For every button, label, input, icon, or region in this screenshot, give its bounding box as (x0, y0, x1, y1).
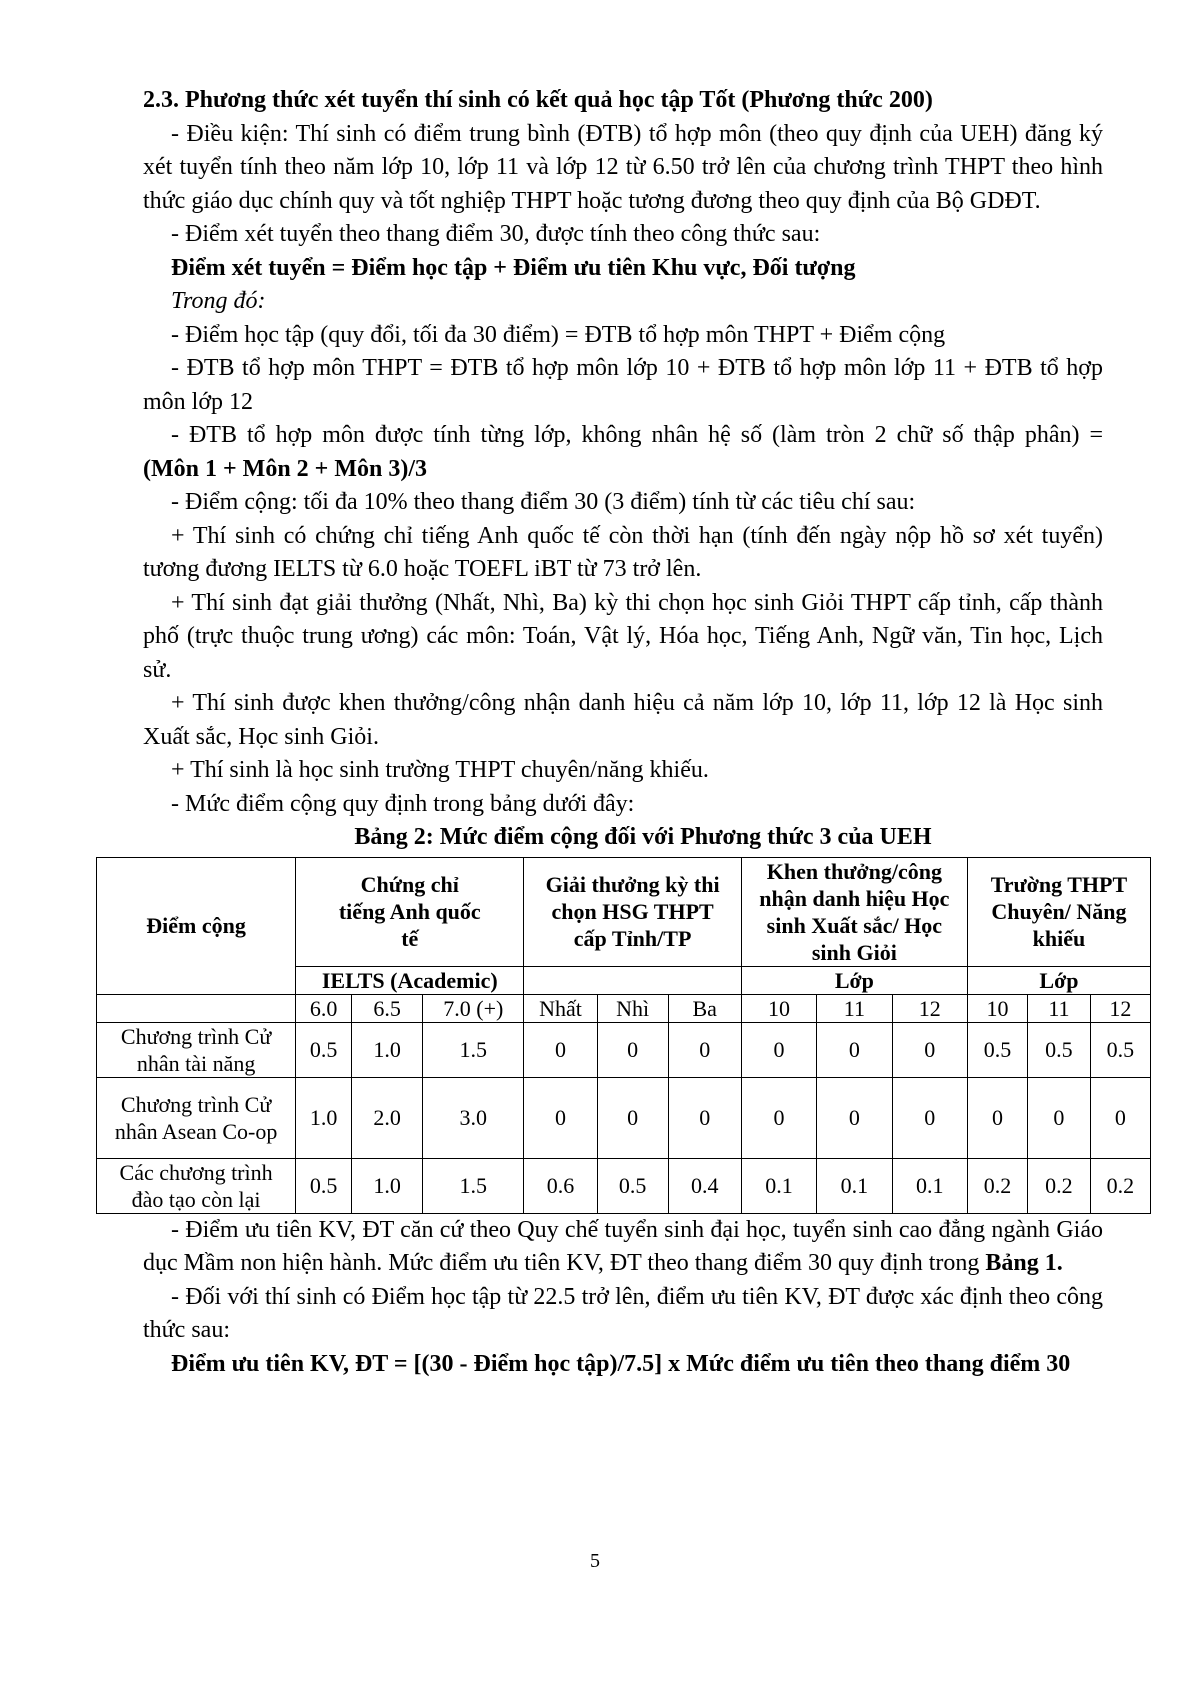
paragraph-gpa-per-year: - ĐTB tổ hợp môn được tính từng lớp, không nhân hệ số (làm tròn 2 chữ số thập phân) = (171, 422, 1103, 448)
paragraph-table-intro: - Mức điểm cộng quy định trong bảng dưới đây: (171, 790, 635, 817)
column-header: 10 (967, 994, 1027, 1022)
column-header: Nhì (597, 994, 668, 1022)
column-header: 7.0 (+) (423, 994, 524, 1022)
table-cell: 0.5 (597, 1158, 668, 1213)
column-header: 6.0 (296, 994, 352, 1022)
header-student-title: Khen thưởng/công nhận danh hiệu Học sinh Xuất sắc/ Học sinh Giỏi (741, 857, 967, 966)
table-row (97, 1022, 1151, 1077)
table-cell: 0 (892, 1077, 967, 1158)
row-label: Các chương trình đào tạo còn lại (97, 1158, 296, 1213)
table-cell: 0 (1028, 1077, 1090, 1158)
column-header: 10 (741, 994, 816, 1022)
header-hsg-award: Giải thưởng kỳ thi chọn HSG THPT cấp Tỉnh/TP (524, 857, 741, 966)
header-english-certificate: Chứng chỉ tiếng Anh quốc tế (296, 857, 524, 966)
table-cell: 0 (817, 1022, 892, 1077)
paragraph-priority-points (143, 1214, 1103, 1281)
table-cell: 0.2 (1028, 1158, 1090, 1213)
criterion-excellent-student-award: + Thí sinh đạt giải thưởng (Nhất, Nhì, Ba) kỳ thi chọn học sinh Giỏi THPT cấp tỉnh, cấp thành phố (trực thuộc trung ương) các môn: Toán, Vật lý, Hóa học, Tiếng Anh, Ngữ văn, Tin học, Lịch sử. (143, 589, 1103, 683)
table-cell: 0 (741, 1077, 816, 1158)
table-cell: 3.0 (423, 1077, 524, 1158)
table-cell: 0.5 (296, 1022, 352, 1077)
table-cell: 1.5 (423, 1022, 524, 1077)
bonus-points-table (96, 857, 1151, 1214)
formula-subject-average: (Môn 1 + Môn 2 + Môn 3)/3 (143, 455, 428, 482)
post-table-section (143, 1214, 1103, 1382)
document-page (114, 84, 1135, 1381)
table-cell: 0 (892, 1022, 967, 1077)
table-cell: 0.1 (741, 1158, 816, 1213)
criterion-specialized-school: + Thí sinh là học sinh trường THPT chuyên/năng khiếu. (171, 757, 709, 783)
table-cell: 2.0 (352, 1077, 423, 1158)
subheader-grade-title: Lớp (741, 966, 967, 994)
paragraph-where: Trong đó: (171, 288, 266, 314)
formula-admission-score: Điểm xét tuyển = Điểm học tập + Điểm ưu tiên Khu vực, Đối tượng (171, 254, 856, 281)
paragraph-gpa-sum: - ĐTB tổ hợp môn THPT = ĐTB tổ hợp môn lớp 10 + ĐTB tổ hợp môn lớp 11 + ĐTB tổ hợp môn lớp 12 (143, 355, 1103, 415)
column-header: Nhất (524, 994, 597, 1022)
table-cell: 0.2 (1090, 1158, 1150, 1213)
paragraph-priority-formula-intro: - Đối với thí sinh có Điểm học tập từ 22.5 trở lên, điểm ưu tiên KV, ĐT được xác định theo công thức sau: (143, 1283, 1103, 1343)
row-label: Chương trình Cử nhân Asean Co-op (97, 1077, 296, 1158)
table-row (97, 1077, 1151, 1158)
table-cell: 0.5 (1028, 1022, 1090, 1077)
table-cell: 0 (741, 1022, 816, 1077)
column-header: 6.5 (352, 994, 423, 1022)
table-cell: 0 (817, 1077, 892, 1158)
table-cell: 0 (524, 1077, 597, 1158)
table-corner-header: Điểm cộng (97, 857, 296, 994)
page-number: 5 (590, 1550, 600, 1572)
formula-priority-points: Điểm ưu tiên KV, ĐT = [(30 - Điểm học tập)/7.5] x Mức điểm ưu tiên theo thang điểm 30 (171, 1350, 1071, 1377)
table-cell: 0 (524, 1022, 597, 1077)
table-cell: 0 (1090, 1077, 1150, 1158)
table-cell: 0.2 (967, 1158, 1027, 1213)
table-cell: 0.1 (892, 1158, 967, 1213)
paragraph-study-score: - Điểm học tập (quy đổi, tối đa 30 điểm) = ĐTB tổ hợp môn THPT + Điểm cộng (171, 321, 946, 348)
table-caption: Bảng 2: Mức điểm cộng đối với Phương thức 3 của UEH (354, 824, 932, 850)
table-cell: 0 (668, 1077, 741, 1158)
table-cell: 1.0 (352, 1158, 423, 1213)
table-row (97, 1158, 1151, 1213)
column-header-empty (97, 994, 296, 1022)
subheader-empty (524, 966, 741, 994)
criterion-english-certificate: + Thí sinh có chứng chỉ tiếng Anh quốc tế còn thời hạn (tính đến ngày nộp hồ sơ xét tuyển) tương đương IELTS từ 6.0 hoặc TOEFL iBT từ 73 trở lên. (143, 522, 1103, 582)
column-header: Ba (668, 994, 741, 1022)
table-cell: 0.1 (817, 1158, 892, 1213)
section-title: 2.3. Phương thức xét tuyển thí sinh có kết quả học tập Tốt (Phương thức 200) (143, 87, 933, 113)
table-cell: 1.0 (352, 1022, 423, 1077)
table-cell: 0 (668, 1022, 741, 1077)
paragraph-bonus-points: - Điểm cộng: tối đa 10% theo thang điểm 30 (3 điểm) tính từ các tiêu chí sau: (171, 489, 916, 515)
table-cell: 0 (597, 1077, 668, 1158)
table-cell: 0 (967, 1077, 1027, 1158)
column-header: 12 (892, 994, 967, 1022)
column-header: 11 (817, 994, 892, 1022)
row-label: Chương trình Cử nhân tài năng (97, 1022, 296, 1077)
table-cell: 1.5 (423, 1158, 524, 1213)
table-cell: 1.0 (296, 1077, 352, 1158)
table-cell: 0.5 (296, 1158, 352, 1213)
subheader-ielts: IELTS (Academic) (296, 966, 524, 994)
table-reference: Bảng 1. (985, 1250, 1063, 1276)
table-cell: 0.4 (668, 1158, 741, 1213)
priority-points-text: - Điểm ưu tiên KV, ĐT căn cứ theo Quy chế tuyển sinh đại học, tuyển sinh cao đẳng ngành Giáo dục Mầm non hiện hành. Mức điểm ưu tiên KV, ĐT theo thang điểm 30 quy định trong (143, 1216, 1103, 1276)
subheader-grade-school: Lớp (967, 966, 1150, 994)
table-cell: 0 (597, 1022, 668, 1077)
table-cell: 0.5 (1090, 1022, 1150, 1077)
column-header: 11 (1028, 994, 1090, 1022)
paragraph-score-scale: - Điểm xét tuyển theo thang điểm 30, được tính theo công thức sau: (171, 221, 821, 247)
table-cell: 0.5 (967, 1022, 1027, 1077)
table-cell: 0.6 (524, 1158, 597, 1213)
header-specialized-school: Trường THPT Chuyên/ Năng khiếu (967, 857, 1150, 966)
column-header: 12 (1090, 994, 1150, 1022)
criterion-student-title: + Thí sinh được khen thưởng/công nhận danh hiệu cả năm lớp 10, lớp 11, lớp 12 là Học sinh Xuất sắc, Học sinh Giỏi. (143, 690, 1103, 750)
paragraph-conditions: - Điều kiện: Thí sinh có điểm trung bình (ĐTB) tổ hợp môn (theo quy định của UEH) đăng ký xét tuyển tính theo năm lớp 10, lớp 11 và lớp 12 từ 6.50 trở lên của chương trình THPT theo hình thức giáo dục chính quy và tốt nghiệp THPT hoặc tương đương theo quy định của Bộ GDĐT. (143, 120, 1103, 214)
